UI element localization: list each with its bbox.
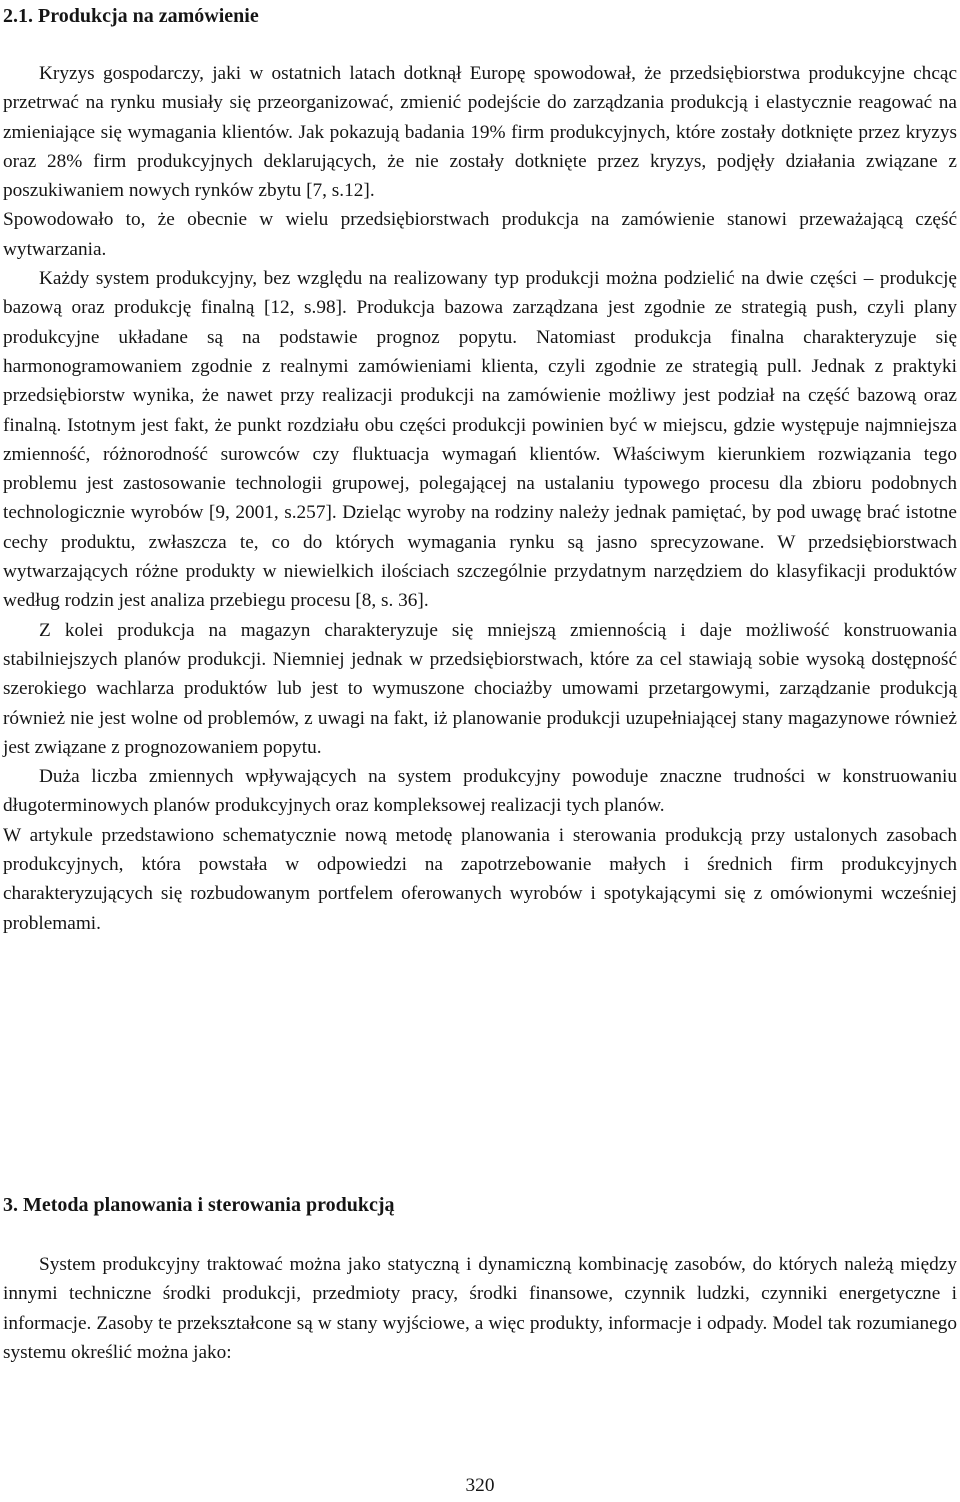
section-2-1-body [3,59,957,938]
page-number: 320 [465,1475,495,1496]
paragraph-variables: Duża liczba zmiennych wpływających na system produkcyjny powoduje znaczne trudności w konstruowaniu długoterminowych planów produkcyjnych oraz kompleksowej realizacji tych planów. [3,766,957,817]
section-heading-3: 3. Metoda planowania i sterowania produkcją [3,1194,395,1216]
paragraph-crisis: Kryzys gospodarczy, jaki w ostatnich latach dotknął Europę spowodował, że przedsiębiorstwa produkcyjne chcąc przetrwać na rynku musiały się przeorganizować, zmienić podejście do zarządzania produkcją i elastycznie reagować na zmieniające się wymagania klientów. Jak pokazują badania 19% firm produkcyjnych, które zostały dotknięte przez kryzys oraz 28% firm produkcyjnych deklarujących, że nie zostały dotknięte przez kryzys, podjęły działania związane z poszukiwaniem nowych rynków zbytu [7, s.12]. [3,63,957,202]
paragraph-article-summary: W artykule przedstawiono schematycznie nową metodę planowania i sterowania produkcją przy ustalonych zasobach produkcyjnych, która powstała w odpowiedzi na zapotrzebowanie małych i średnich firm produkcyjnych charakteryzujących się rozbudowanym portfelem oferowanych wyrobów i spotykającymi się z omówionymi wcześniej problemami. [3,824,957,934]
paragraph-consequence: Spowodowało to, że obecnie w wielu przedsiębiorstwach produkcja na zamówienie stanowi przeważającą część wytwarzania. [3,209,957,260]
section-3-body [3,1250,957,1367]
paragraph-production-parts: Każdy system produkcyjny, bez względu na realizowany typ produkcji można podzielić na dwie części – produkcję bazową oraz produkcję finalną [12, s.98]. Produkcja bazowa zarządzana jest zgodnie ze strategią push, czyli plany produkcyjne układane są na podstawie prognoz popytu. Natomiast produkcja finalna charakteryzuje się harmonogramowaniem zgodnie z realnymi zamówieniami klienta, czyli zgodnie ze strategią pull. Jednak z praktyki przedsiębiorstw wynika, że nawet przy realizacji produkcji na zamówienie możliwy jest podział na część bazową oraz finalną. Istotnym jest fakt, że punkt rozdziału obu części produkcji powinien być w miejscu, gdzie występuje najmniejsza zmienność, różnorodność surowców czy fluktuacja wymagań klientów. Właściwym kierunkiem rozwiązania tego problemu jest zastosowanie technologii grupowej, polegającej na ustalaniu typowego procesu dla zbioru podobnych technologicznie wyrobów [9, 2001, s.257]. Dzieląc wyroby na rodziny należy jednak pamiętać, by pod uwagę brać istotne cechy produktu, zwłaszcza te, co do których wymagania rynku są jasno sprecyzowane. W przedsiębiorstwach wytwarzających różne produkty w niewielkich ilościach szczególnie przydatnym narzędziem do klasyfikacji produktów według rodzin jest analiza przebiegu procesu [8, s. 36]. [3,268,957,612]
section-heading-2-1: 2.1. Produkcja na zamówienie [3,5,259,27]
paragraph-production-system: System produkcyjny traktować można jako statyczną i dynamiczną kombinację zasobów, do których należą między innymi techniczne środki produkcji, przedmioty pracy, środki finansowe, czynnik ludzki, czynniki energetyczne i informacje. Zasoby te przekształcone są w stany wyjściowe, a więc produkty, informacje i odpady. Model tak rozumianego systemu określić można jako: [3,1254,957,1363]
paragraph-make-to-stock: Z kolei produkcja na magazyn charakteryzuje się mniejszą zmiennością i daje możliwość konstruowania stabilniejszych planów produkcji. Niemniej jednak w przedsiębiorstwach, które za cel stawiają sobie wysoką dostępność szerokiego wachlarza produktów lub jest to wymuszone chociażby umowami przetargowymi, zarządzanie produkcją również nie jest wolne od problemów, z uwagi na fakt, iż planowanie produkcji uzupełniającej stany magazynowe również jest związane z prognozowaniem popytu. [3,619,957,758]
